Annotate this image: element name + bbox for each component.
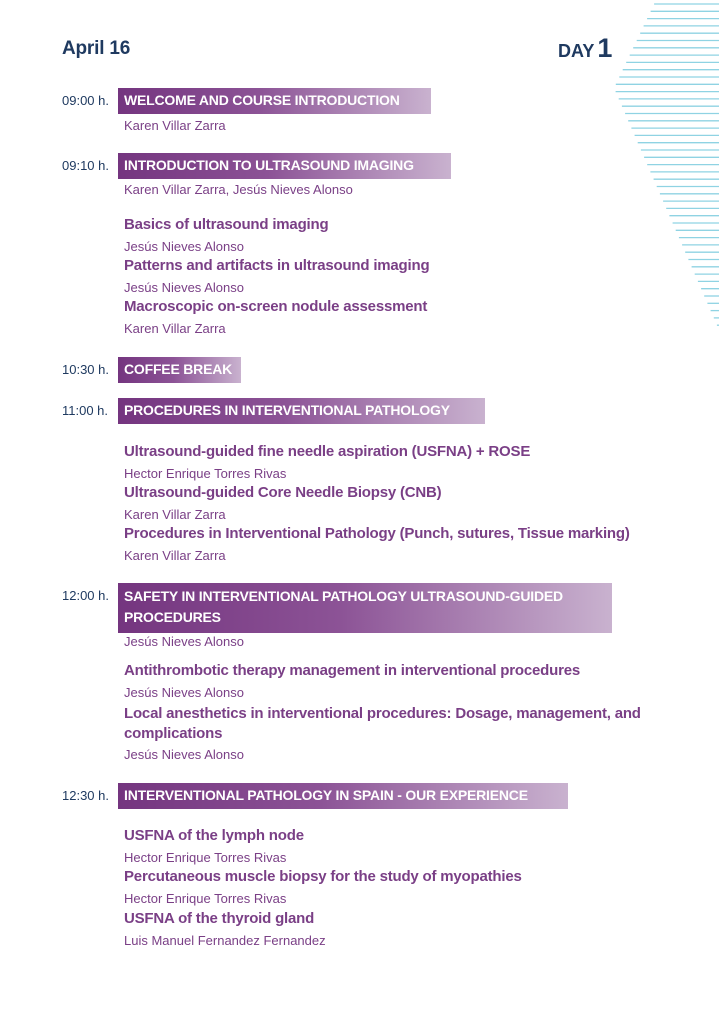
talk-speaker: Hector Enrique Torres Rivas: [124, 850, 287, 865]
session-time: 11:00 h.: [62, 403, 109, 418]
talk-title: Antithrombotic therapy management in interventional procedures: [124, 662, 581, 679]
session-speakers: Karen Villar Zarra, Jesús Nieves Alonso: [124, 182, 353, 197]
session-title-band: INTRODUCTION TO ULTRASOUND IMAGING: [118, 153, 451, 179]
talk-title: Ultrasound-guided Core Needle Biopsy (CNB): [124, 484, 442, 501]
program-day: [558, 33, 612, 64]
talk-speaker: Hector Enrique Torres Rivas: [124, 466, 287, 481]
talk-title: Local anesthetics in interventional procedures: Dosage, management, and complications: [124, 705, 641, 742]
talk-title: Percutaneous muscle biopsy for the study of myopathies: [124, 868, 522, 885]
talk-speaker: Hector Enrique Torres Rivas: [124, 891, 287, 906]
talk-speaker: Karen Villar Zarra: [124, 321, 226, 336]
session-title-band: SAFETY IN INTERVENTIONAL PATHOLOGY ULTRASOUND-GUIDED PROCEDURES: [118, 583, 612, 633]
day-label: DAY: [558, 41, 595, 61]
session-speakers: Karen Villar Zarra: [124, 118, 226, 133]
program-date: April 16: [62, 38, 131, 59]
talk-speaker: Luis Manuel Fernandez Fernandez: [124, 933, 326, 948]
talk-title: USFNA of the thyroid gland: [124, 910, 315, 927]
talk-title: Ultrasound-guided fine needle aspiration (USFNA) + ROSE: [124, 443, 531, 460]
session-speakers: Jesús Nieves Alonso: [124, 634, 244, 649]
talk-title: Patterns and artifacts in ultrasound imaging: [124, 257, 430, 274]
session-title-band: COFFEE BREAK: [118, 357, 241, 383]
decorative-striped-triangle: [600, 0, 719, 330]
talk-speaker: Karen Villar Zarra: [124, 548, 226, 563]
session-title-band: INTERVENTIONAL PATHOLOGY IN SPAIN - OUR EXPERIENCE: [118, 783, 568, 809]
session-time: 12:00 h.: [62, 588, 109, 603]
talk-title: Macroscopic on-screen nodule assessment: [124, 298, 428, 315]
session-title-band: WELCOME AND COURSE INTRODUCTION: [118, 88, 431, 114]
session-title-band: PROCEDURES IN INTERVENTIONAL PATHOLOGY: [118, 398, 485, 424]
talk-title: USFNA of the lymph node: [124, 827, 304, 844]
session-time: 12:30 h.: [62, 788, 109, 803]
talk-speaker: Jesús Nieves Alonso: [124, 747, 244, 762]
session-time: 10:30 h.: [62, 362, 109, 377]
session-time: 09:10 h.: [62, 158, 109, 173]
session-time: 09:00 h.: [62, 93, 109, 108]
talk-speaker: Jesús Nieves Alonso: [124, 685, 244, 700]
talk-speaker: Jesús Nieves Alonso: [124, 280, 244, 295]
talk-title: Procedures in Interventional Pathology (Punch, sutures, Tissue marking): [124, 525, 630, 542]
talk-speaker: Jesús Nieves Alonso: [124, 239, 244, 254]
talk-title: Basics of ultrasound imaging: [124, 216, 329, 233]
day-number: 1: [597, 33, 613, 63]
talk-speaker: Karen Villar Zarra: [124, 507, 226, 522]
